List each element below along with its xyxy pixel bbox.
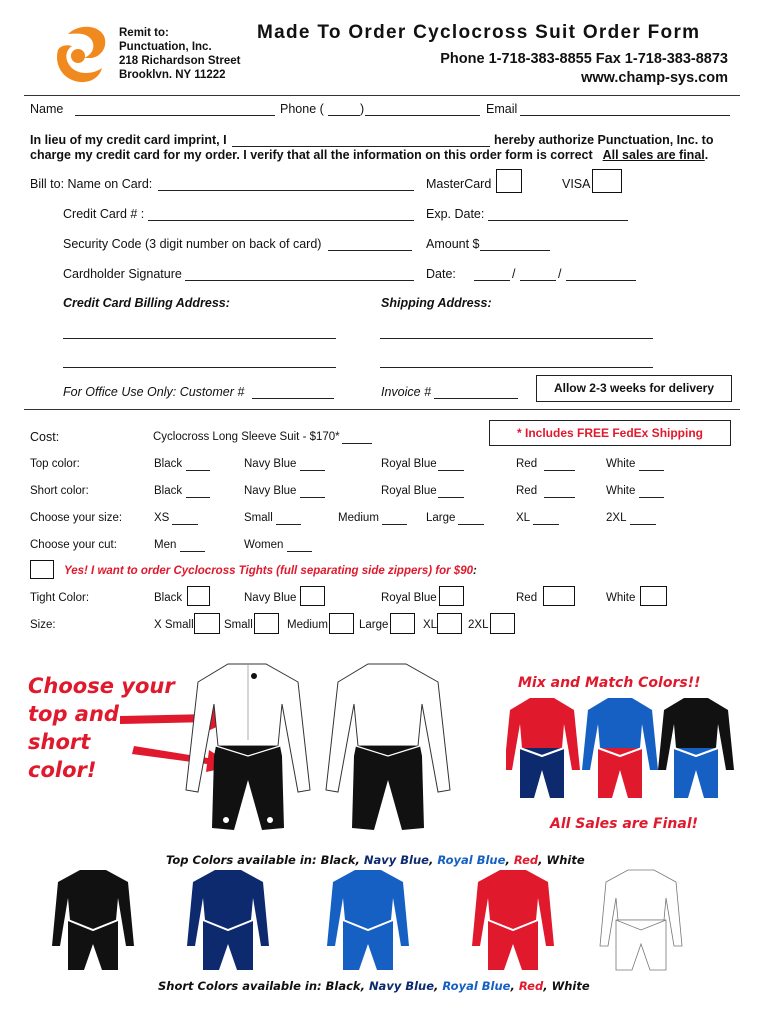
date-separator: / — [512, 267, 516, 281]
shipping-note: * Includes FREE FedEx Shipping — [489, 420, 731, 446]
size-2xl: 2XL — [606, 512, 627, 524]
phone-paren: ) — [360, 102, 365, 116]
short-avail-royal: Royal Blue — [442, 979, 511, 993]
office-use-label: For Office Use Only: Customer # — [63, 385, 245, 399]
tight-size-label: Size: — [30, 619, 56, 631]
date-month-field[interactable] — [474, 280, 510, 281]
short-black-field[interactable] — [186, 497, 210, 498]
tight-size-2xl: 2XL — [468, 619, 489, 631]
suit-quantity-field[interactable] — [342, 443, 372, 444]
phone-label: Phone ( — [280, 102, 324, 116]
cost-label: Cost: — [30, 430, 60, 444]
size-xl-field[interactable] — [533, 524, 559, 525]
date-separator: / — [558, 267, 562, 281]
security-code-field[interactable] — [328, 250, 412, 251]
sep: , — [543, 979, 552, 993]
email-label: Email — [486, 102, 518, 116]
size-medium-field[interactable] — [382, 524, 407, 525]
promo-choose-line2: top and — [28, 702, 119, 726]
short-color-label: Short color: — [30, 485, 89, 497]
size-small: Small — [244, 512, 273, 524]
tight-size-large: Large — [359, 619, 389, 631]
auth-text-end: hereby authorize Punctuation, Inc. to — [494, 133, 714, 147]
amount-label: Amount $ — [426, 237, 480, 251]
website: www.champ-sys.com — [581, 70, 728, 86]
color-lineup-suits — [46, 866, 706, 976]
short-colors-available — [158, 979, 590, 993]
short-navy-field[interactable] — [300, 497, 325, 498]
top-colors-prefix: Top Colors available in: — [166, 853, 321, 867]
visa-checkbox[interactable] — [592, 169, 622, 193]
exp-date-label: Exp. Date: — [426, 207, 485, 221]
tight-size-xs: X Small — [154, 619, 194, 631]
tights-offer-colon: : — [473, 565, 477, 577]
amount-field[interactable] — [480, 250, 550, 251]
top-black-field[interactable] — [186, 470, 210, 471]
sep: , — [428, 853, 438, 867]
short-color-navy: Navy Blue — [244, 485, 297, 497]
phone-area-field[interactable] — [328, 115, 360, 116]
top-navy-field[interactable] — [300, 470, 325, 471]
promo-choose-line3: short — [28, 730, 91, 754]
tight-color-red: Red — [516, 592, 538, 604]
tight-color-white: White — [606, 592, 636, 604]
tight-size-small-box[interactable] — [254, 613, 279, 634]
sep: , — [434, 979, 443, 993]
top-color-royal: Royal Blue — [381, 458, 437, 470]
top-color-navy: Navy Blue — [244, 458, 297, 470]
top-color-white: White — [606, 458, 636, 470]
size-xs: XS — [154, 512, 170, 524]
sep: , — [355, 853, 364, 867]
top-royal-field[interactable] — [438, 470, 464, 471]
visa-label: VISA — [562, 177, 591, 191]
phone-fax: Phone 1-718-383-8855 Fax 1-718-383-8873 — [440, 51, 728, 67]
tight-size-2xl-box[interactable] — [490, 613, 515, 634]
mix-match-text: Mix and Match Colors!! — [518, 675, 701, 691]
top-avail-white: White — [546, 853, 585, 867]
signature-label: Cardholder Signature — [63, 267, 182, 281]
short-avail-navy: Navy Blue — [368, 979, 435, 993]
suit-back-diagram — [318, 660, 458, 840]
section-divider — [24, 409, 740, 410]
tight-size-medium: Medium — [287, 619, 328, 631]
invoice-label: Invoice # — [381, 385, 432, 399]
short-red-field[interactable] — [544, 497, 575, 498]
phone-field[interactable] — [365, 115, 480, 116]
delivery-note: Allow 2-3 weeks for delivery — [536, 375, 732, 402]
cut-men-field[interactable] — [180, 551, 205, 552]
tight-red-box[interactable] — [543, 586, 575, 606]
remit-to-address: Remit to: Punctuation, Inc. 218 Richardson Street Brooklvn. NY 11222 — [119, 27, 241, 81]
sep: , — [510, 979, 519, 993]
tight-black-box[interactable] — [187, 586, 210, 606]
tight-navy-box[interactable] — [300, 586, 325, 606]
date-year-field[interactable] — [566, 280, 636, 281]
tight-color-label: Tight Color: — [30, 592, 90, 604]
tight-color-black: Black — [154, 592, 183, 604]
short-color-white: White — [606, 485, 636, 497]
tight-royal-box[interactable] — [439, 586, 464, 606]
top-white-field[interactable] — [639, 470, 664, 471]
company-logo — [48, 20, 110, 86]
tight-size-xl: XL — [423, 619, 438, 631]
short-avail-white: White — [551, 979, 590, 993]
cut-women-field[interactable] — [287, 551, 312, 552]
card-number-field[interactable] — [148, 220, 414, 221]
card-number-label: Credit Card # : — [63, 207, 145, 221]
header-divider — [24, 95, 740, 96]
auth-text-line2 — [30, 148, 708, 162]
short-colors-prefix: Short Colors available in: — [158, 979, 326, 993]
cut-women: Women — [244, 539, 284, 551]
tights-checkbox[interactable] — [30, 560, 54, 579]
date-label: Date: — [426, 267, 456, 281]
tight-white-box[interactable] — [640, 586, 667, 606]
customer-number-field[interactable] — [252, 398, 334, 399]
sep: , — [360, 979, 369, 993]
top-colors-available — [166, 853, 585, 867]
top-avail-navy: Navy Blue — [363, 853, 429, 867]
auth-text-start: In lieu of my credit card imprint, I — [30, 133, 227, 147]
mastercard-checkbox[interactable] — [496, 169, 522, 193]
shipping-address-label: Shipping Address: — [381, 296, 492, 310]
tight-size-small: Small — [224, 619, 253, 631]
form-title: Made To Order Cyclocross Suit Order Form — [257, 22, 701, 43]
billing-address-line-1[interactable] — [63, 338, 336, 339]
tight-size-xl-box[interactable] — [437, 613, 462, 634]
cut-label: Choose your cut: — [30, 539, 117, 551]
email-field[interactable] — [520, 115, 730, 116]
bill-to-label: Bill to: Name on Card: — [30, 177, 153, 191]
size-large-field[interactable] — [458, 524, 484, 525]
mastercard-label: MasterCard — [426, 177, 492, 191]
size-xs-field[interactable] — [172, 524, 198, 525]
shipping-address-line-2[interactable] — [380, 367, 653, 368]
auth-line2: charge my credit card for my order. I verify that all the information on this order form is correct — [30, 148, 593, 162]
size-label: Choose your size: — [30, 512, 123, 524]
short-color-royal: Royal Blue — [381, 485, 437, 497]
auth-period: . — [704, 148, 709, 162]
tight-size-medium-box[interactable] — [329, 613, 354, 634]
shipping-address-line-1[interactable] — [380, 338, 653, 339]
tight-color-royal: Royal Blue — [381, 592, 437, 604]
size-medium: Medium — [338, 512, 379, 524]
short-white-field[interactable] — [639, 497, 664, 498]
suit-price: Cyclocross Long Sleeve Suit - $170* — [153, 431, 340, 443]
all-sales-final-promo: All Sales are Final! — [550, 816, 699, 832]
all-sales-final: All sales are final — [602, 148, 705, 162]
auth-name-field[interactable] — [232, 146, 490, 147]
tight-size-xs-box[interactable] — [194, 613, 220, 634]
size-large: Large — [426, 512, 456, 524]
size-small-field[interactable] — [276, 524, 301, 525]
name-label: Name — [30, 102, 64, 116]
short-avail-black: Black — [325, 979, 361, 993]
suit-front-diagram — [178, 660, 318, 840]
tights-offer-text: Yes! I want to order Cyclocross Tights (full separating side zippers) for $90 — [64, 565, 473, 577]
sep: , — [538, 853, 547, 867]
tight-size-large-box[interactable] — [390, 613, 415, 634]
short-color-black: Black — [154, 485, 183, 497]
top-color-red: Red — [516, 458, 538, 470]
top-color-label: Top color: — [30, 458, 80, 470]
billing-address-label: Credit Card Billing Address: — [63, 296, 230, 310]
short-avail-red: Red — [518, 979, 544, 993]
promo-choose-line1: Choose your — [28, 674, 175, 698]
short-color-red: Red — [516, 485, 538, 497]
promo-choose-line4: color! — [28, 758, 97, 782]
name-on-card-field[interactable] — [158, 190, 414, 191]
sep: , — [505, 853, 514, 867]
top-avail-black: Black — [320, 853, 356, 867]
top-red-field[interactable] — [544, 470, 575, 471]
size-xl: XL — [516, 512, 531, 524]
top-avail-red: Red — [513, 853, 539, 867]
short-royal-field[interactable] — [438, 497, 464, 498]
billing-address-line-2[interactable] — [63, 367, 336, 368]
cut-men: Men — [154, 539, 177, 551]
tights-offer — [64, 565, 477, 577]
size-2xl-field[interactable] — [630, 524, 656, 525]
name-field[interactable] — [75, 115, 275, 116]
tight-color-navy: Navy Blue — [244, 592, 297, 604]
signature-field[interactable] — [185, 280, 414, 281]
exp-date-field[interactable] — [488, 220, 628, 221]
mix-match-suits — [506, 694, 736, 804]
date-day-field[interactable] — [520, 280, 556, 281]
top-avail-royal: Royal Blue — [437, 853, 506, 867]
invoice-field[interactable] — [434, 398, 518, 399]
top-color-black: Black — [154, 458, 183, 470]
security-code-label: Security Code (3 digit number on back of card) — [63, 237, 322, 251]
